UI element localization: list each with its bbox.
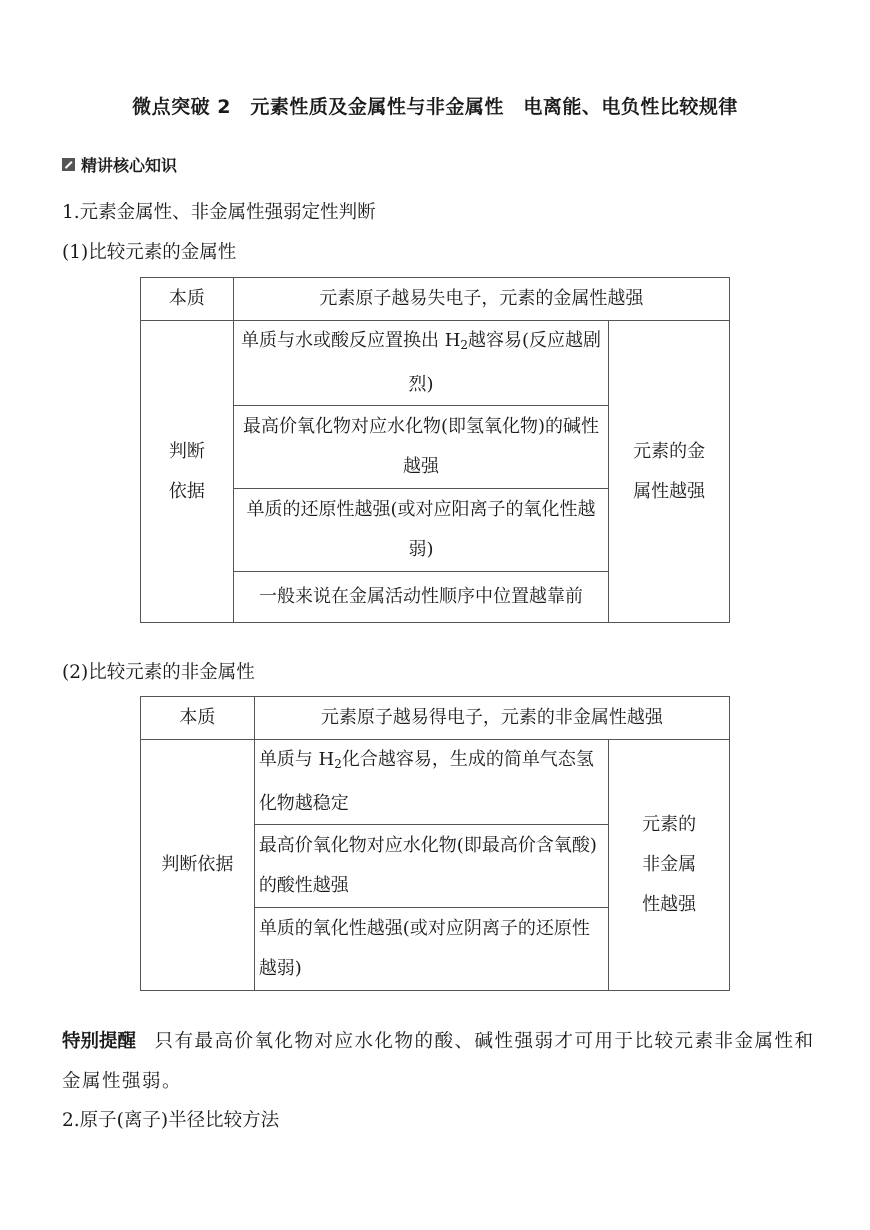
result-cell xyxy=(609,740,730,991)
essence-label: 本质 xyxy=(141,697,255,740)
basis-item: 单质与水或酸反应置换出 $H_2$越容易(反应越剧烈) xyxy=(233,321,608,406)
basis-item: 最高价氧化物对应水化物(即最高价含氧酸)的酸性越强 xyxy=(254,825,608,908)
table-row xyxy=(141,697,730,740)
basis-item: 单质的还原性越强(或对应阳离子的氧化性越弱) xyxy=(233,489,608,572)
heading-1: 1.元素金属性、非金属性强弱定性判断 xyxy=(62,202,376,223)
heading-2: 2.原子(离子)半径比较方法 xyxy=(62,1110,280,1131)
table-row xyxy=(141,321,730,406)
essence-text: 元素原子越易得电子，元素的非金属性越强 xyxy=(254,697,729,740)
special-notice xyxy=(62,1022,822,1102)
basis-label xyxy=(141,321,234,623)
metal-property-table xyxy=(140,277,730,623)
result-line: 元素的 xyxy=(642,814,697,835)
notice-label: 特别提醒 xyxy=(62,1031,137,1052)
nonmetal-property-table xyxy=(140,696,730,991)
notice-text: 只有最高价氧化物对应水化物的酸、碱性强弱才可用于比较元素非金属性和金属性强弱。 xyxy=(62,1031,815,1092)
pencil-icon xyxy=(62,158,75,171)
basis-label-line: 依据 xyxy=(168,480,205,502)
result-line: 属性越强 xyxy=(633,480,706,502)
subheading-nonmetal: (2)比较元素的非金属性 xyxy=(62,662,255,683)
basis-item: 最高价氧化物对应水化物(即氢氧化物)的碱性越强 xyxy=(233,406,608,489)
basis-item: 单质的氧化性越强(或对应阴离子的还原性越弱) xyxy=(254,908,608,991)
basis-label-line: 判断 xyxy=(168,440,205,462)
result-line: 性越强 xyxy=(642,894,697,915)
result-line: 非金属 xyxy=(642,854,697,875)
page-title: 微点突破 2 元素性质及金属性与非金属性 电离能、电负性比较规律 xyxy=(132,96,738,118)
section-tag xyxy=(62,153,177,176)
result-line: 元素的金 xyxy=(633,440,706,462)
subheading-metal: (1)比较元素的金属性 xyxy=(62,242,237,263)
table-row xyxy=(141,278,730,321)
basis-item: 一般来说在金属活动性顺序中位置越靠前 xyxy=(233,572,608,623)
section-tag-label: 精讲核心知识 xyxy=(81,156,178,175)
table-row xyxy=(141,740,730,825)
essence-text: 元素原子越易失电子，元素的金属性越强 xyxy=(233,278,729,321)
result-cell xyxy=(609,321,730,623)
essence-label: 本质 xyxy=(141,278,234,321)
basis-item: 单质与 $H_2$化合越容易，生成的简单气态氢化物越稳定 xyxy=(254,740,608,825)
basis-label: 判断依据 xyxy=(141,740,255,991)
